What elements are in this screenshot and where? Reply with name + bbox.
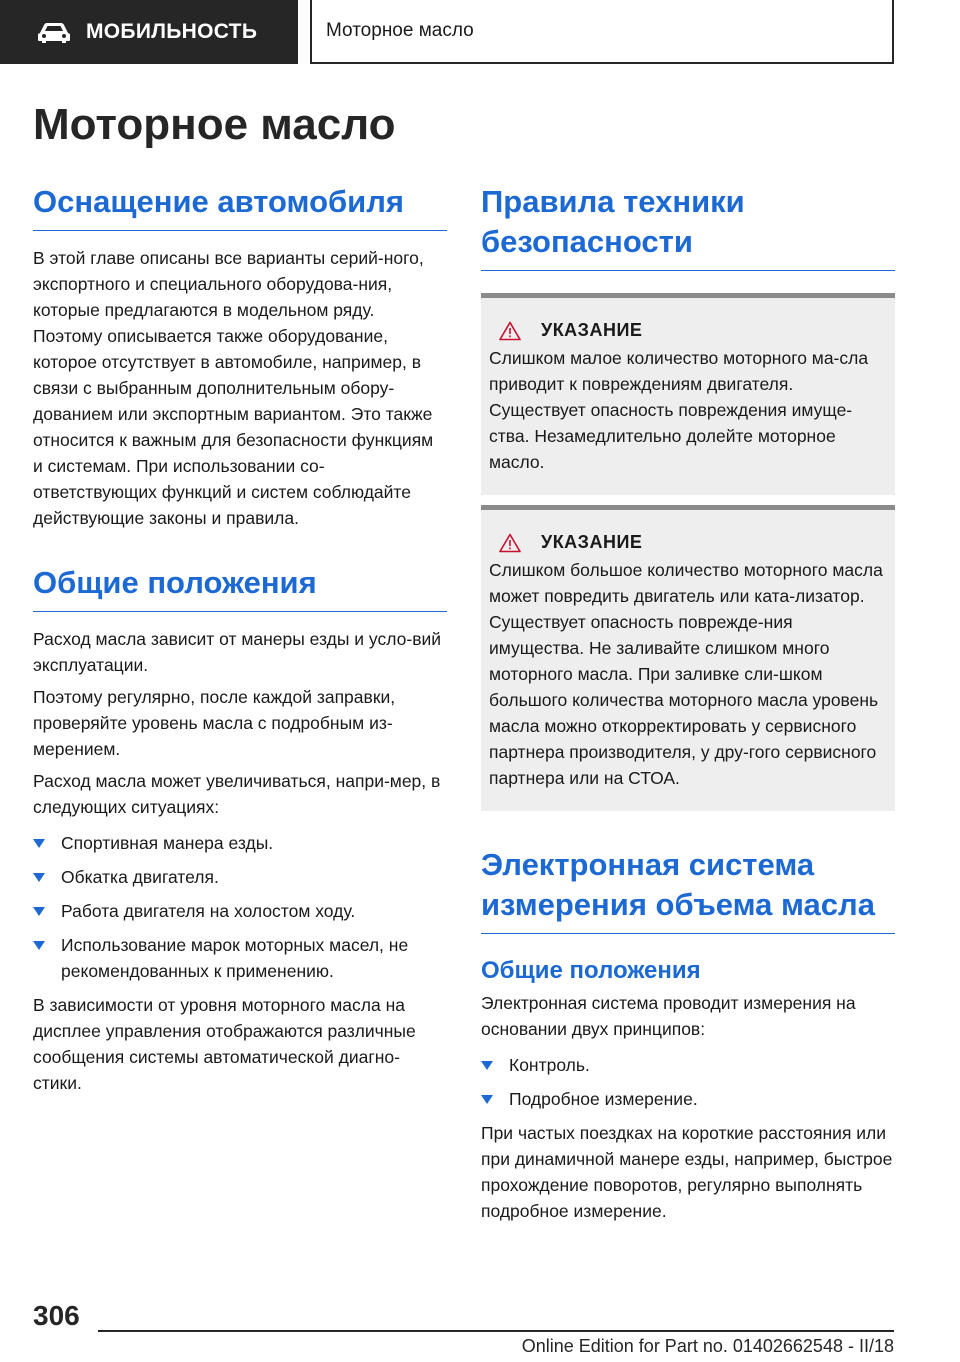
warning-triangle-icon: [499, 533, 521, 553]
bullet-triangle-icon: [481, 1095, 493, 1104]
list-item: Контроль.: [481, 1052, 895, 1078]
bullet-triangle-icon: [33, 907, 45, 916]
header-section-tab[interactable]: [0, 0, 298, 64]
general-paragraph-4: В зависимости от уровня моторного масла на дисплее управления отображаются различные сообщения системы автоматической диагно-стики.: [33, 995, 416, 1093]
header-section-label: МОБИЛЬНОСТЬ: [86, 20, 258, 43]
equipment-heading: Оснащение автомобиля: [33, 182, 447, 231]
list-item: Работа двигателя на холостом ходу.: [33, 898, 447, 924]
warning-text: Слишком большое количество моторного масла может повредить двигатель или ката-лизатор. Существует опасность поврежде-ния имущества. Не заливайте слишком много моторного масла. При заливке сли-шком большого количества моторного масла уровень масла можно откорректировать у сервисного партнера производителя, у дру-гого сервисного партнера или на СТОА.: [489, 560, 883, 788]
warning-title: УКАЗАНИЕ: [541, 320, 643, 340]
bullet-triangle-icon: [33, 873, 45, 882]
warning-text: Слишком малое количество моторного ма-сла приводит к повреждениям двигателя. Существует опасность повреждения имуще-ства. Незамедлительно долейте моторное масло.: [489, 348, 869, 472]
electronic-subheading: Общие положения: [481, 957, 701, 984]
bullet-triangle-icon: [33, 941, 45, 950]
general-paragraph-2: Поэтому регулярно, после каждой заправки, проверяйте уровень масла с подробным из-мерением.: [33, 687, 396, 759]
general-list: [33, 830, 447, 984]
header-topic-label: Моторное масло: [326, 20, 474, 41]
page-number: 306: [33, 1300, 80, 1331]
left-column: [33, 182, 447, 1096]
list-item: Спортивная манера езды.: [33, 830, 447, 856]
electronic-paragraph-2: При частых поездках на короткие расстояния или при динамичной манере езды, например, быстрое прохождение поворотов, регулярно выполнять подробное измерение.: [481, 1123, 893, 1221]
bullet-triangle-icon: [481, 1061, 493, 1070]
general-heading: Общие положения: [33, 563, 447, 612]
list-item: Использование марок моторных масел, не рекомендованных к применению.: [33, 932, 447, 984]
safety-heading: Правила техники безопасности: [481, 182, 895, 271]
electronic-paragraph-1: Электронная система проводит измерения на основании двух принципов:: [481, 993, 856, 1039]
bullet-triangle-icon: [33, 839, 45, 848]
warning-box: [481, 293, 895, 495]
electronic-list: [481, 1052, 895, 1112]
warning-box: [481, 505, 895, 811]
warning-triangle-icon: [499, 321, 521, 341]
general-paragraph-3: Расход масла может увеличиваться, напри-мер, в следующих ситуациях:: [33, 771, 441, 817]
footer-edition: Online Edition for Part no. 01402662548 - II/18: [521, 1336, 894, 1356]
header-topic: [310, 0, 894, 64]
list-item: Обкатка двигателя.: [33, 864, 447, 890]
warning-title: УКАЗАНИЕ: [541, 532, 643, 552]
right-column: [481, 182, 895, 1224]
list-item: Подробное измерение.: [481, 1086, 895, 1112]
equipment-text: В этой главе описаны все варианты серий-ного, экспортного и специального оборудова-ния, которые предлагаются в модельном ряду. Поэтому описывается также оборудование, которое отсутствует в автомобиле, например, в связи с выбранным дополнительным обору-дованием или экспортным вариантом. Это также относится к важным для безопасности функциям и системам. При использовании со-ответствующих функций и систем соблюдайте действующие законы и правила.: [33, 248, 434, 528]
footer-divider: [98, 1330, 894, 1332]
page-title: Моторное масло: [33, 100, 396, 149]
general-paragraph-1: Расход масла зависит от манеры езды и усло-вий эксплуатации.: [33, 629, 442, 675]
electronic-heading: Электронная система измерения объема масла: [481, 845, 895, 934]
car-icon: [36, 21, 72, 43]
